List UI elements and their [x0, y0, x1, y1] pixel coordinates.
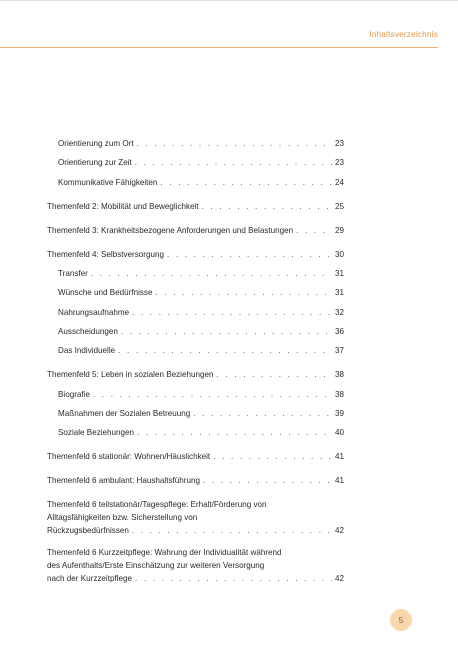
leader-dots — [137, 137, 332, 150]
leader-dots — [213, 450, 332, 463]
leader-dots — [137, 426, 332, 439]
toc-entry-multiline[interactable] — [47, 498, 344, 537]
toc-entry-title: Das Individuelle — [58, 346, 116, 355]
leader-dots — [93, 388, 332, 401]
toc-entry[interactable] — [58, 137, 344, 150]
toc-entry-page: 32 — [334, 308, 344, 317]
toc-entry[interactable] — [58, 176, 344, 189]
leader-dots — [217, 368, 333, 381]
toc-entry-title-line: des Aufenthalts/Erste Einschätzung zur weiteren Versorgung — [47, 561, 265, 570]
toc-entry-title: Nahrungsaufnahme — [58, 308, 130, 317]
toc-entry-page: 42 — [334, 526, 344, 535]
leader-dots — [202, 200, 332, 213]
toc-entry[interactable] — [47, 200, 344, 213]
leader-dots — [132, 524, 332, 537]
toc-entry-title-line: nach der Kurzzeitpflege — [47, 574, 133, 583]
toc-entry[interactable] — [58, 426, 344, 439]
toc-entry-page: 31 — [334, 288, 344, 297]
toc-entry-title: Ausscheidungen — [58, 327, 118, 336]
toc-entry-page: 30 — [334, 250, 344, 259]
toc-entry-page: 41 — [334, 476, 344, 485]
toc-entry[interactable] — [47, 248, 344, 261]
page-number-badge: 5 — [390, 609, 412, 631]
toc-entry-title-line: Alltagsfähigkeiten bzw. Sicherstellung von — [47, 513, 198, 522]
toc-entry[interactable] — [58, 407, 344, 420]
toc-entry[interactable] — [58, 267, 344, 280]
toc-entry-title: Orientierung zum Ort — [58, 139, 134, 148]
leader-dots — [118, 344, 332, 357]
toc-entry-title-line: Themenfeld 6 teilstationär/Tagespflege: Erhalt/Förderung von — [47, 500, 267, 509]
leader-dots — [193, 407, 332, 420]
leader-dots — [160, 176, 332, 189]
toc-entry-title: Transfer — [58, 269, 88, 278]
toc-entry-page: 40 — [334, 428, 344, 437]
toc-entry-page: 41 — [334, 452, 344, 461]
toc-entry-multiline[interactable] — [47, 546, 344, 585]
toc-entry[interactable] — [58, 156, 344, 169]
toc-entry-title: Themenfeld 4: Selbstversorgung — [47, 250, 164, 259]
toc-entry[interactable] — [58, 286, 344, 299]
toc-entry[interactable] — [47, 224, 344, 237]
toc-entry-page: 23 — [334, 158, 344, 167]
toc-entry[interactable] — [47, 450, 344, 463]
toc-entry[interactable] — [47, 474, 344, 487]
toc-entry-title-line: Rückzugsbedürfnissen — [47, 526, 129, 535]
leader-dots — [167, 248, 332, 261]
toc-entry-page: 37 — [334, 346, 344, 355]
toc-entry-title: Themenfeld 3: Krankheitsbezogene Anforderungen und Belastungen — [47, 226, 294, 235]
toc-entry-page: 24 — [334, 178, 344, 187]
toc-entry[interactable] — [58, 344, 344, 357]
toc-entry-page: 42 — [334, 574, 344, 583]
leader-dots — [135, 156, 332, 169]
toc-entry-page: 38 — [334, 370, 344, 379]
toc-entry-title: Themenfeld 5: Leben in sozialen Beziehungen — [47, 370, 214, 379]
toc-entry[interactable] — [58, 388, 344, 401]
toc-entry-page: 31 — [334, 269, 344, 278]
toc-entry-page: 36 — [334, 327, 344, 336]
toc-entry-page: 25 — [334, 202, 344, 211]
running-header: Inhaltsverzeichnis — [369, 30, 438, 39]
toc-entry[interactable] — [58, 306, 344, 319]
toc-entry[interactable] — [47, 368, 344, 381]
toc-entry-page: 29 — [334, 226, 344, 235]
leader-dots — [132, 306, 332, 319]
toc-entry-title: Soziale Beziehungen — [58, 428, 135, 437]
toc-entry-title-line: Themenfeld 6 Kurzzeitpflege: Wahrung der Individualität während — [47, 548, 282, 557]
toc-entry-title: Maßnahmen der Sozialen Betreuung — [58, 409, 191, 418]
toc-entry-title: Themenfeld 6 ambulant: Haushaltsführung — [47, 476, 200, 485]
toc-entry-title: Biografie — [58, 390, 90, 399]
toc-entry-page: 38 — [334, 390, 344, 399]
toc-entry-title: Kommunikative Fähigkeiten — [58, 178, 158, 187]
toc-entry-title: Themenfeld 6 stationär: Wohnen/Häuslichkeit — [47, 452, 211, 461]
leader-dots — [135, 572, 332, 585]
toc-entry[interactable] — [58, 325, 344, 338]
toc-entry-title: Wünsche und Bedürfnisse — [58, 288, 153, 297]
toc-entry-page: 23 — [334, 139, 344, 148]
toc-entry-title: Themenfeld 2: Mobilität und Beweglichkeit — [47, 202, 199, 211]
leader-dots — [121, 325, 332, 338]
toc-entry-title: Orientierung zur Zeit — [58, 158, 132, 167]
toc-entry-page: 39 — [334, 409, 344, 418]
leader-dots — [203, 474, 332, 487]
leader-dots — [155, 286, 332, 299]
leader-dots — [91, 267, 332, 280]
leader-dots — [296, 224, 332, 237]
